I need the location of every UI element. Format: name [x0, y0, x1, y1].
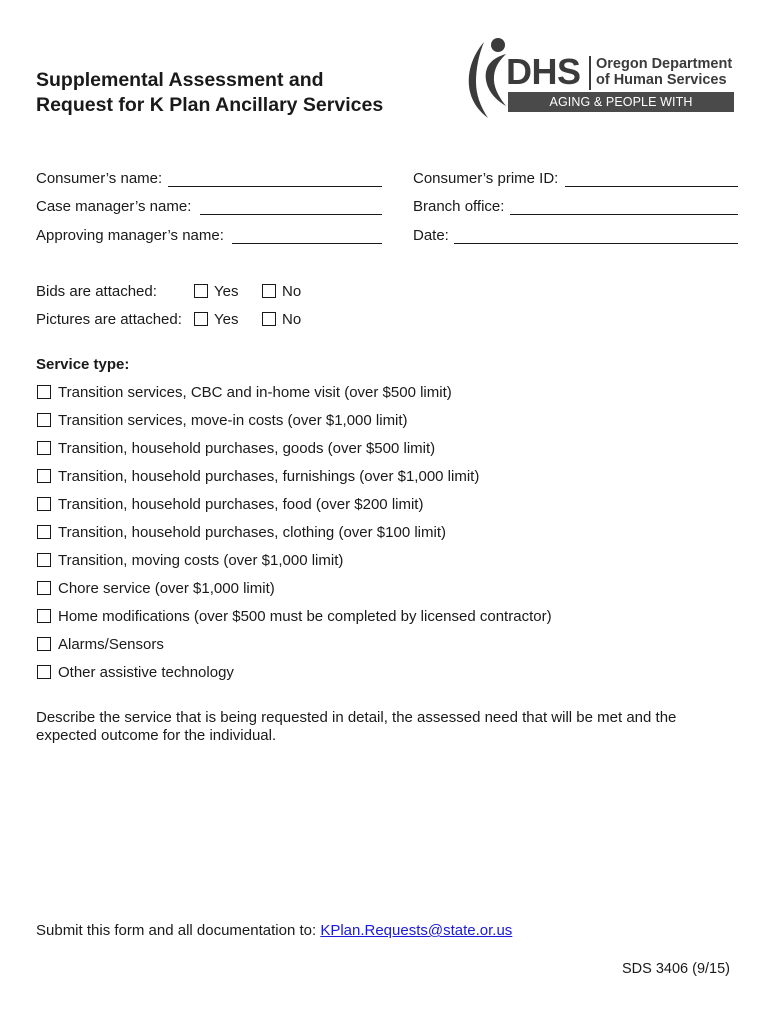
consumer-name-field[interactable] — [168, 186, 382, 187]
branch-office-field[interactable] — [510, 214, 738, 215]
service-option-label-5: Transition, household purchases, food (over $200 limit) — [58, 496, 424, 513]
service-option-label-4: Transition, household purchases, furnishings (over $1,000 limit) — [58, 468, 480, 485]
service-option-checkbox-6[interactable] — [37, 525, 51, 539]
approving-manager-name-label: Approving manager’s name: — [36, 227, 224, 244]
service-option-checkbox-9[interactable] — [37, 609, 51, 623]
describe-instructions — [36, 709, 736, 745]
service-option-checkbox-10[interactable] — [37, 637, 51, 651]
service-option-label-10: Alarms/Sensors — [58, 636, 164, 653]
branch-office-label: Branch office: — [413, 198, 505, 215]
service-type-heading: Service type: — [36, 356, 130, 373]
service-option-checkbox-7[interactable] — [37, 553, 51, 567]
org-name-line-1: Oregon Department — [596, 56, 733, 72]
dhs-wordmark: DHS — [506, 51, 581, 92]
description-text-area[interactable] — [36, 752, 738, 902]
org-name-line-2: of Human Services — [596, 72, 727, 88]
pictures-no-label: No — [282, 311, 302, 328]
pictures-attached-label: Pictures are attached: — [36, 311, 182, 328]
pictures-yes-label: Yes — [214, 311, 239, 328]
form-title-line-1: Supplemental Assessment and — [36, 69, 324, 91]
bids-no-label: No — [282, 283, 302, 300]
division-banner: AGING & PEOPLE WITH DISABILITIES — [508, 92, 734, 112]
service-option-label-6: Transition, household purchases, clothing (over $100 limit) — [58, 524, 446, 541]
submit-text: Submit this form and all documentation to: — [36, 922, 321, 939]
service-option-label-7: Transition, moving costs (over $1,000 limit) — [58, 552, 344, 569]
date-label: Date: — [413, 227, 449, 244]
service-option-label-2: Transition services, move-in costs (over $1,000 limit) — [58, 412, 408, 429]
bids-no-checkbox[interactable] — [262, 284, 276, 298]
describe-line-1: Describe the service that is being requested in detail, the assessed need that will be met and the — [36, 709, 677, 726]
service-option-checkbox-5[interactable] — [37, 497, 51, 511]
case-manager-name-label: Case manager’s name: — [36, 198, 192, 215]
pictures-no-checkbox[interactable] — [262, 312, 276, 326]
bids-yes-checkbox[interactable] — [194, 284, 208, 298]
form-number: SDS 3406 (9/15) — [622, 961, 731, 977]
bids-attached-label: Bids are attached: — [36, 283, 157, 300]
service-option-label-9: Home modifications (over $500 must be completed by licensed contractor) — [58, 608, 552, 625]
consumer-prime-id-label: Consumer’s prime ID: — [413, 170, 559, 187]
bids-yes-label: Yes — [214, 283, 239, 300]
case-manager-name-field[interactable] — [200, 214, 382, 215]
form-title — [36, 68, 436, 118]
service-option-label-3: Transition, household purchases, goods (over $500 limit) — [58, 440, 436, 457]
service-option-checkbox-8[interactable] — [37, 581, 51, 595]
service-option-checkbox-2[interactable] — [37, 413, 51, 427]
service-option-checkbox-1[interactable] — [37, 385, 51, 399]
consumer-name-label: Consumer’s name: — [36, 170, 163, 187]
submit-email-link[interactable]: KPlan.Requests@state.or.us — [320, 922, 513, 939]
service-option-checkbox-3[interactable] — [37, 441, 51, 455]
approving-manager-name-field[interactable] — [232, 243, 382, 244]
org-name — [596, 56, 732, 88]
describe-line-2: expected outcome for the individual. — [36, 727, 277, 744]
pictures-yes-checkbox[interactable] — [194, 312, 208, 326]
form-title-line-2: Request for K Plan Ancillary Services — [36, 94, 384, 116]
service-option-label-11: Other assistive technology — [58, 664, 234, 681]
consumer-prime-id-field[interactable] — [565, 186, 738, 187]
date-field[interactable] — [454, 243, 738, 244]
submit-instructions — [36, 922, 512, 940]
service-option-label-1: Transition services, CBC and in-home visit (over $500 limit) — [58, 384, 452, 401]
service-option-checkbox-4[interactable] — [37, 469, 51, 483]
service-option-label-8: Chore service (over $1,000 limit) — [58, 580, 275, 597]
logo-divider — [589, 56, 591, 90]
service-option-checkbox-11[interactable] — [37, 665, 51, 679]
